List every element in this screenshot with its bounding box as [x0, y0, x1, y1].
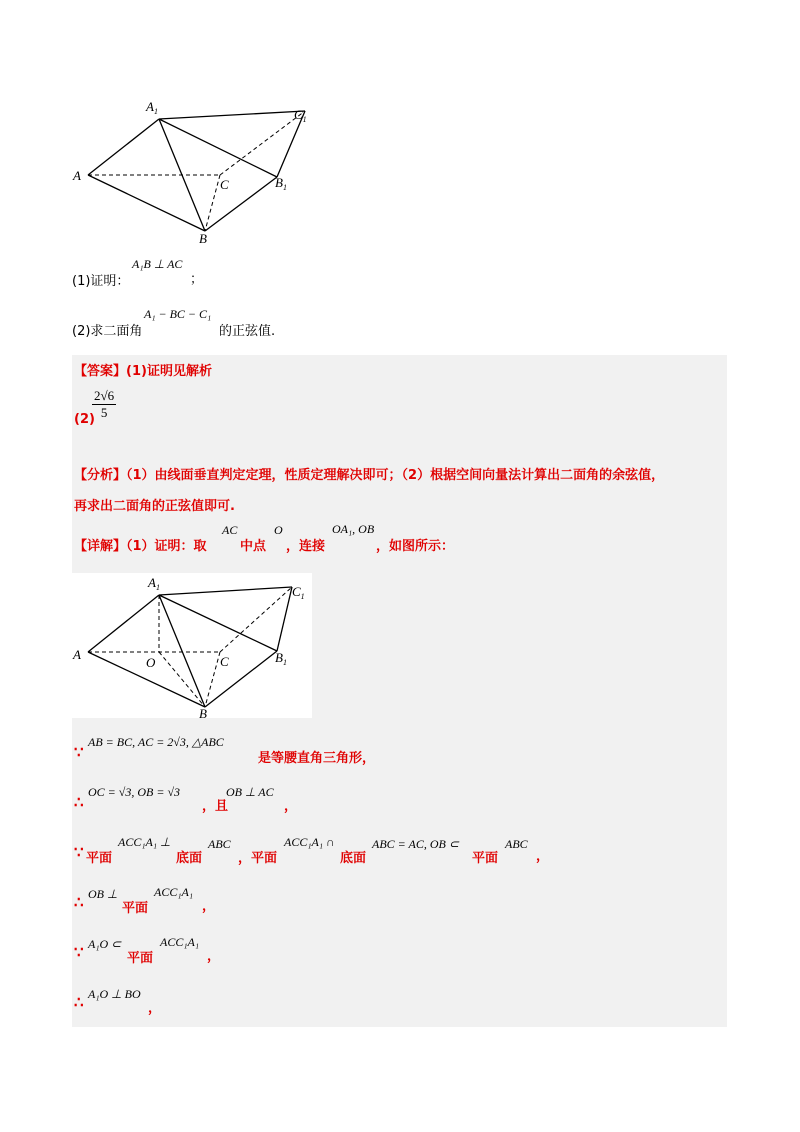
label-a1: $A_1$	[146, 99, 158, 116]
detail-intro: 【详解】（1）证明：取 AC 中点 O ，连接 OA₁, OB ，如图所示：	[74, 522, 455, 554]
label2-b: B	[199, 706, 207, 720]
label-b1: $B_1$	[275, 175, 287, 192]
label2-c1: $C_1$	[292, 584, 305, 601]
analysis-line2: 再求出二面角的正弦值即可.	[74, 499, 235, 514]
prism-figure-top	[70, 95, 330, 245]
step-4: ∴ OB ⊥ 平面 ACC₁A₁ ，	[74, 885, 216, 916]
math-dihedral: A₁ − BC − C₁	[144, 307, 212, 321]
label-a: A	[73, 168, 81, 183]
label2-o: O	[146, 655, 156, 670]
label2-a: A	[73, 647, 81, 662]
math-a1b-perp-ac: A₁B ⊥ AC	[132, 257, 183, 271]
step-1: ∵ AB = BC, AC = 2√3, △ABC 是等腰直角三角形，	[74, 735, 376, 766]
analysis-line1: 【分析】（1）由线面垂直判定定理，性质定理解决即可；（2）根据空间向量法计算出二面角的余弦值，	[74, 468, 665, 483]
answer-fraction: $\frac{2√6}{5}$	[94, 388, 115, 420]
label2-b1: $B_1$	[275, 650, 287, 667]
step-6: ∴ A₁O ⊥ BO ，	[74, 987, 162, 1016]
step-2: ∴ OC = √3, OB = √3 ，且 OB ⊥ AC ，	[74, 785, 298, 814]
label2-c: C	[220, 654, 229, 669]
label-b: B	[199, 231, 207, 245]
step-3: ∵ 平面 ACC₁A₁ ⊥ 底面 ABC ，平面 ACC₁A₁ ∩ 底面 ABC = AC, OB ⊂ 平面 ABC ，	[74, 835, 550, 866]
label2-a1: $A_1$	[148, 575, 160, 592]
step-5: ∵ A₁O ⊂ 平面 ACC₁A₁ ，	[74, 935, 221, 966]
label-c1: $C_1$	[294, 107, 307, 124]
prism-figure-with-o	[70, 575, 315, 720]
answer-line: 【答案】(1)证明见解析	[74, 364, 212, 379]
label-c: C	[220, 177, 229, 192]
